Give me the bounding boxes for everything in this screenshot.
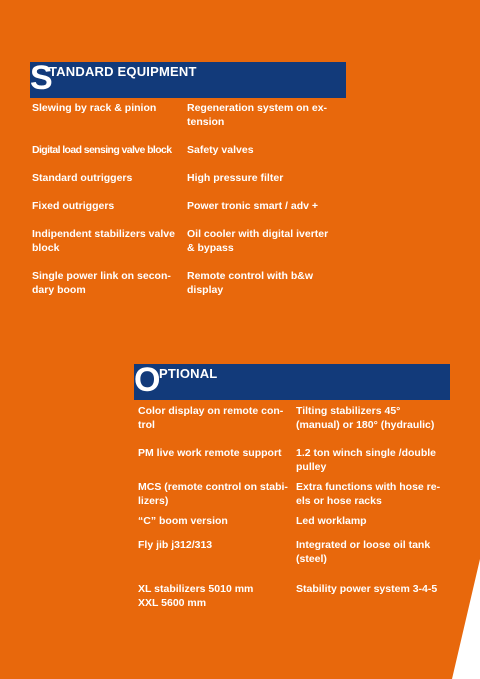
optional-item: MCS (remote control on stabi- lizers)	[138, 481, 288, 507]
standard-equipment-list	[32, 101, 342, 309]
optional-item: XL stabilizers 5010 mm XXL 5600 mm	[138, 583, 254, 609]
standard-heading-initial: S	[30, 59, 53, 97]
optional-item: Integrated or loose oil tank (steel)	[296, 539, 431, 565]
optional-item: Tilting stabilizers 45° (manual) or 180° (hydraulic)	[296, 405, 435, 431]
optional-heading-initial: O	[134, 361, 161, 399]
standard-equipment-item: Safety valves	[187, 144, 254, 156]
page-corner-decoration	[452, 559, 480, 679]
optional-item: Extra functions with hose re- els or hose racks	[296, 481, 441, 507]
optional-item: “C” boom version	[138, 515, 228, 527]
optional-item: Stability power system 3-4-5	[296, 583, 438, 595]
standard-equipment-item: Single power link on secon- dary boom	[32, 270, 171, 296]
optional-item: Led worklamp	[296, 515, 367, 527]
standard-equipment-item: Power tronic smart / adv +	[187, 200, 319, 212]
standard-heading-text: TANDARD EQUIPMENT	[49, 64, 197, 79]
standard-equipment-item: Digital load sensing valve block	[32, 144, 172, 156]
standard-equipment-item: Remote control with b&w display	[187, 270, 313, 296]
optional-item: PM live work remote support	[138, 447, 282, 459]
optional-header	[134, 361, 450, 400]
optional-heading-text: PTIONAL	[159, 366, 218, 381]
standard-equipment-item: Oil cooler with digital iverter & bypass	[187, 228, 329, 254]
standard-equipment-item: Indipendent stabilizers valve block	[32, 228, 175, 254]
standard-equipment-header	[30, 59, 346, 98]
optional-item: Color display on remote con- trol	[138, 405, 284, 431]
standard-equipment-item: Standard outriggers	[32, 172, 133, 184]
optional-list	[138, 404, 450, 612]
standard-equipment-item: Regeneration system on ex- tension	[187, 102, 328, 128]
optional-item: Fly jib j312/313	[138, 539, 213, 551]
standard-equipment-item: Slewing by rack & pinion	[32, 102, 157, 114]
standard-equipment-item: High pressure filter	[187, 172, 284, 184]
standard-equipment-item: Fixed outriggers	[32, 200, 115, 212]
optional-item: 1.2 ton winch single /double pulley	[296, 447, 437, 473]
